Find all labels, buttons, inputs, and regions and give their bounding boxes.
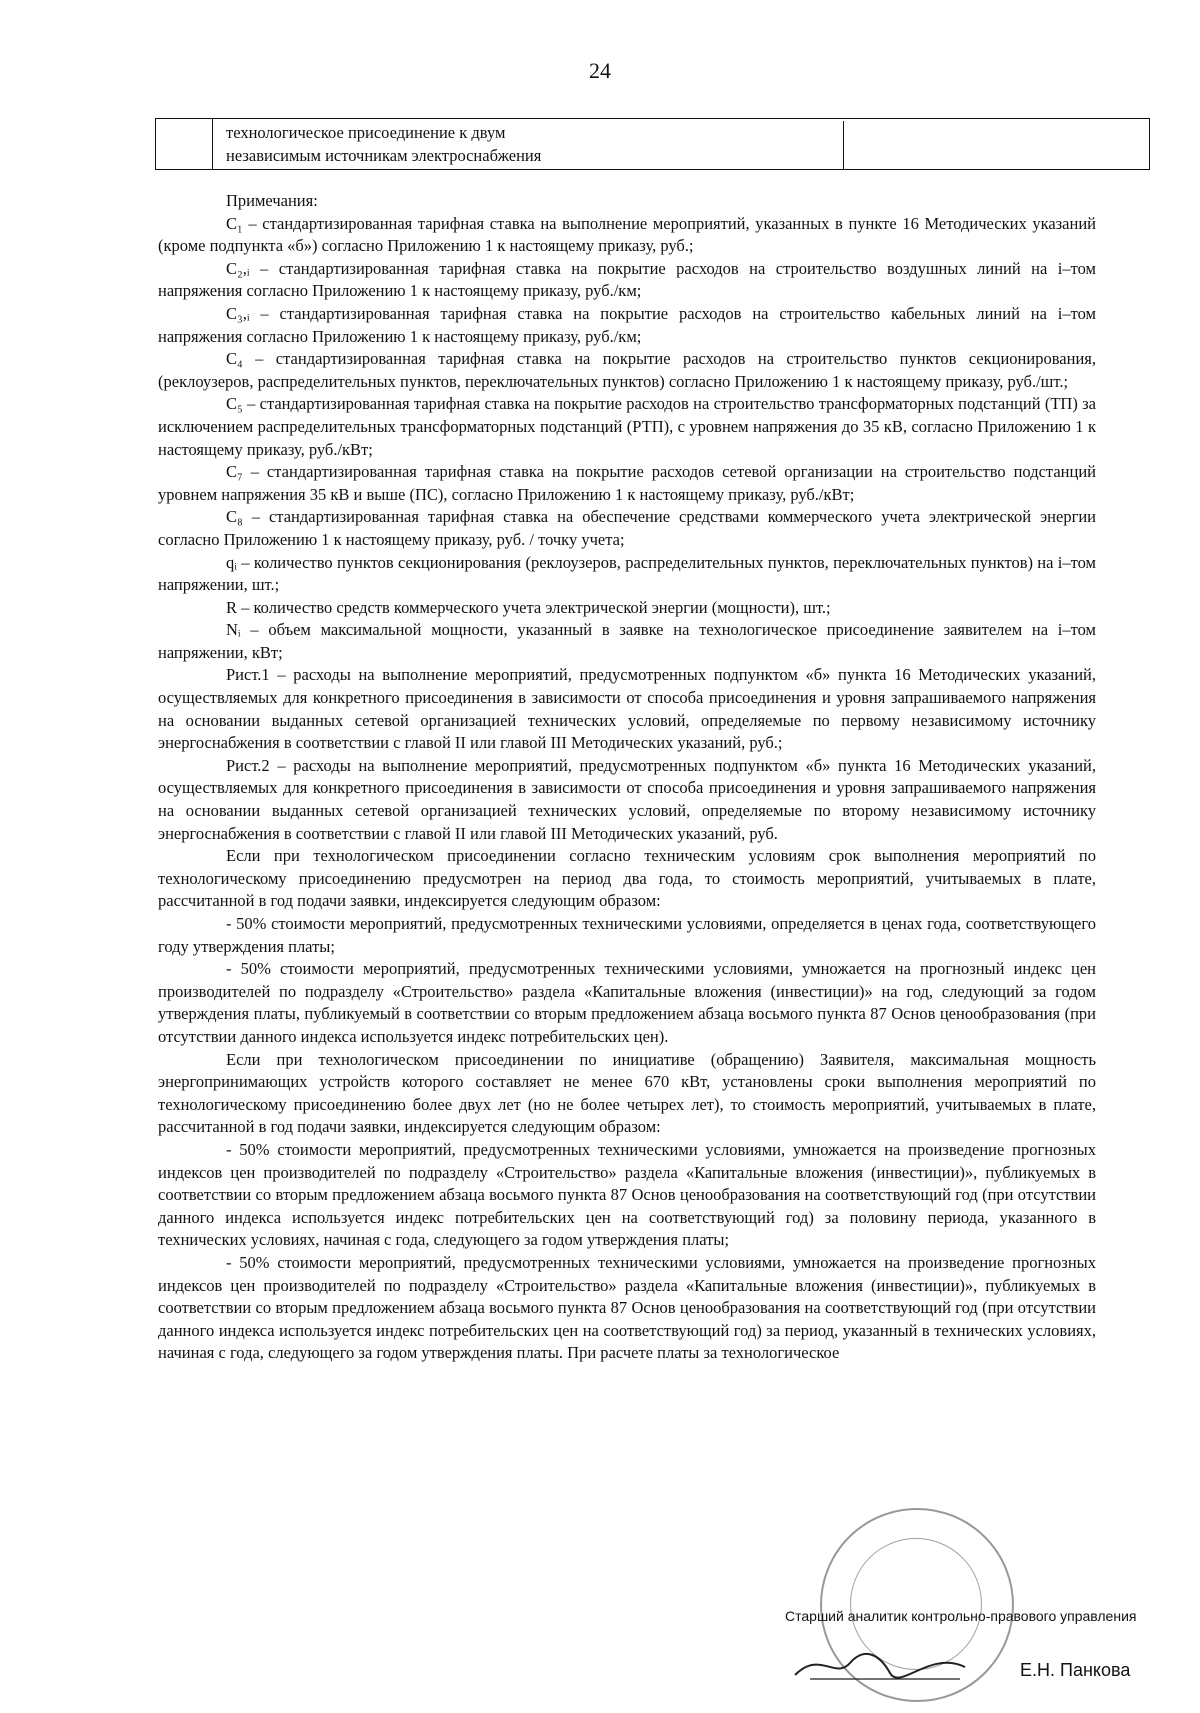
paragraph: qᵢ – количество пунктов секционирования (реклоузеров, распределительных пунктов, переключательных пунктов) на i–том напряжении, шт.; (158, 552, 1096, 595)
paragraph: C₄ – стандартизированная тарифная ставка на покрытие расходов на строительство пунктов секционирования, (реклоузеров, распределительных пунктов, переключательных пунктов) согласно Приложению 1 к настоящему приказу, руб./шт.; (158, 349, 1096, 391)
paragraph: Nᵢ – объем максимальной мощности, указанный в заявке на технологическое присоединение заявителем на i–том напряжении, кВт; (158, 620, 1096, 662)
paragraph: Если при технологическом присоединении по инициативе (обращению) Заявителя, максимальная мощность энергопринимающих устройств которого составляет не менее 670 кВт, установлены сроки выполнения мероприятий по технологическому присоединению более двух лет (но не более четырех лет), то стоимость мероприятий, учитываемых в плате, рассчитанной в год подачи заявки, индексируется следующим образом: (158, 1049, 1096, 1137)
table-cell-line: независимым источникам электроснабжения (226, 146, 542, 165)
handwritten-signature (790, 1645, 970, 1685)
paragraph: C₈ – стандартизированная тарифная ставка на обеспечение средствами коммерческого учета электрической энергии согласно Приложению 1 к настоящему приказу, руб. / точку учета; (158, 507, 1096, 549)
paragraph: - 50% стоимости мероприятий, предусмотренных техническими условиями, умножается на произведение прогнозных индексов цен производителей по подразделу «Строительство» раздела «Капитальные вложения (инвестиции)», публикуемых в соответствии со вторым предложением абзаца восьмого пункта 87 Основ ценообразования на соответствующий год (при отсутствии данного индекса используется индекс потребительских цен на соответствующий год) за период, указанный в технических условиях, начиная с года, следующего за годом утверждения платы. При расчете платы за технологическое (158, 1252, 1096, 1363)
signatory-title: Старший аналитик контрольно-правового управления (785, 1608, 1137, 1624)
scan-edge (0, 0, 3, 1713)
table-cell-number (156, 119, 213, 169)
table-cell-line: технологическое присоединение к двум (226, 123, 506, 142)
paragraph: Pист.1 – расходы на выполнение мероприятий, предусмотренных подпунктом «б» пункта 16 Методических указаний, осуществляемых для конкретного присоединения в зависимости от способа присоединения и уровня запрашиваемого напряжения на основании выданных сетевой организацией технических условий, определяемые по первому независимому источнику энергоснабжения в соответствии с главой II или главой III Методических указаний, руб.; (158, 665, 1096, 753)
paragraph: C₅ – стандартизированная тарифная ставка на покрытие расходов на строительство трансформаторных подстанций (ТП) за исключением распределительных трансформаторных подстанций (РТП), с уровнем напряжения до 35 кВ, согласно Приложению 1 к настоящему приказу, руб./кВт; (158, 394, 1096, 459)
paragraph: C₃,ᵢ – стандартизированная тарифная ставка на покрытие расходов на строительство кабельных линий на i–том напряжения согласно Приложению 1 к настоящему приказу, руб./км; (158, 303, 1096, 346)
table-fragment (155, 118, 1150, 170)
paragraph: - 50% стоимости мероприятий, предусмотренных техническими условиями, определяется в ценах года, соответствующего году утверждения платы; (158, 914, 1096, 956)
paragraph: R – количество средств коммерческого учета электрической энергии (мощности), шт.; (226, 597, 831, 617)
paragraph: - 50% стоимости мероприятий, предусмотренных техническими условиями, умножается на прогнозный индекс цен производителей по подразделу «Строительство» раздела «Капитальные вложения (инвестиции)» на год, следующий за годом утверждения платы, публикуемый в соответствии со вторым предложением абзаца восьмого пункта 87 Основ ценообразования (при отсутствии данного индекса используется индекс потребительских цен). (158, 959, 1096, 1046)
notes-heading: Примечания: (226, 191, 318, 210)
paragraph: Если при технологическом присоединении согласно техническим условиям срок выполнения мероприятий по технологическому присоединению предусмотрен на период два года, то стоимость мероприятий, учитываемых в плате, рассчитанной в год подачи заявки, индексируется следующим образом: (158, 846, 1096, 911)
page-number: 24 (589, 58, 611, 83)
paragraph: - 50% стоимости мероприятий, предусмотренных техническими условиями, умножается на произведение прогнозных индексов цен производителей по подразделу «Строительство» раздела «Капитальные вложения (инвестиции)», публикуемых в соответствии со вторым предложением абзаца восьмого пункта 87 Основ ценообразования на соответствующий год (при отсутствии данного индекса используется индекс потребительских цен на соответствующий год) за половину периода, указанного в технических условиях, начиная с года, следующего за годом утверждения платы; (158, 1139, 1096, 1250)
table-cell-text (214, 121, 844, 169)
paragraph: C₇ – стандартизированная тарифная ставка на покрытие расходов сетевой организации на строительство подстанций уровнем напряжения 35 кВ и выше (ПС), согласно Приложению 1 к настоящему приказу, руб./кВт; (158, 462, 1096, 504)
paragraph: Pист.2 – расходы на выполнение мероприятий, предусмотренных подпунктом «б» пункта 16 Методических указаний, осуществляемых для конкретного присоединения в зависимости от способа присоединения и уровня запрашиваемого напряжения на основании выданных сетевой организацией технических условий, определяемые по второму независимому источнику энергоснабжения в соответствии с главой II или главой III Методических указаний, руб. (158, 755, 1096, 843)
paragraph: C₁ – стандартизированная тарифная ставка на выполнение мероприятий, указанных в пункте 16 Методических указаний (кроме подпункта «б») согласно Приложению 1 к настоящему приказу, руб.; (158, 213, 1096, 256)
document-body (158, 190, 1096, 1365)
signatory-name: Е.Н. Панкова (1020, 1660, 1131, 1680)
paragraph: C₂,ᵢ – стандартизированная тарифная ставка на покрытие расходов на строительство воздушных линий на i–том напряжения согласно Приложению 1 к настоящему приказу, руб./км; (158, 258, 1096, 301)
